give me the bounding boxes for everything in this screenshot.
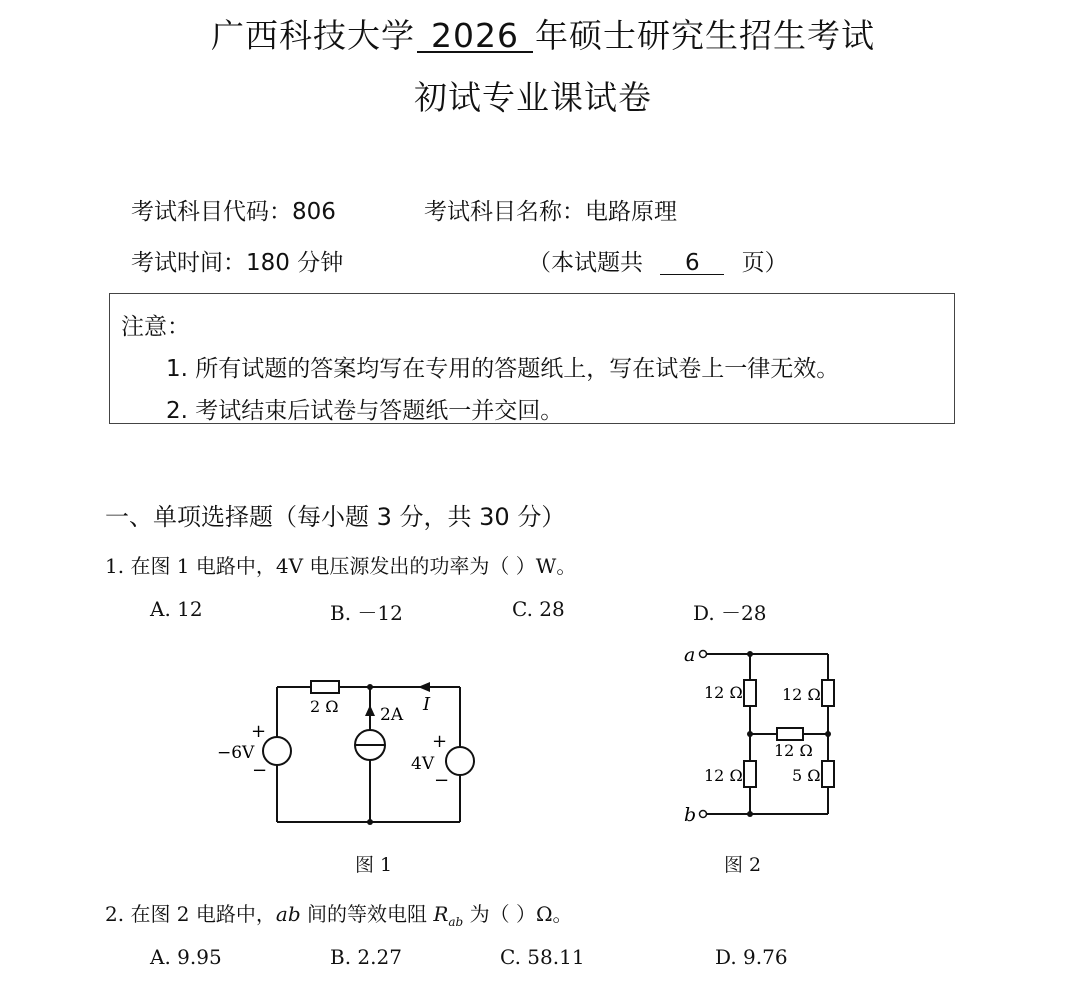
current-i-arrow [418, 682, 430, 692]
resistor-2-ohm [311, 681, 339, 693]
voltage-source-left [263, 737, 291, 765]
terminal-a-label: a [684, 644, 696, 666]
resistor-12-ohm [777, 728, 803, 740]
junction-dot [367, 819, 373, 825]
exam-duration-value: 180 分钟 [246, 250, 344, 276]
exam-year: 2026 [417, 21, 533, 53]
question-2-text [105, 898, 573, 930]
subject-code-value: 806 [292, 199, 336, 225]
resistor-12-ohm [744, 680, 756, 706]
current-i-label: I [423, 694, 431, 715]
figure-2-circuit [680, 640, 850, 830]
notice-title: 注意： [121, 314, 190, 340]
plus-sign: + [251, 721, 267, 742]
exam-duration [131, 244, 343, 277]
question-2-prefix: 2. 在图 2 电路中， [105, 902, 276, 926]
junction-dot [747, 651, 753, 657]
junction-dot [367, 684, 373, 690]
exam-subtitle: 初试专业课试卷 [414, 78, 652, 117]
figure-1-caption: 图 1 [355, 854, 393, 876]
subject-name-label: 考试科目名称： [424, 199, 585, 225]
plus-sign: + [432, 731, 448, 752]
page-count-prefix: （本试题共 [528, 250, 643, 276]
terminal-b-label: b [684, 804, 697, 826]
question-1-text: 1. 在图 1 电路中，4V 电压源发出的功率为（ ）W。 [105, 554, 577, 578]
terminal-b [700, 811, 707, 818]
option-c: C. 28 [512, 597, 565, 621]
question-2-middle: 间的等效电阻 [300, 902, 434, 926]
exam-title-suffix: 年硕士研究生招生考试 [534, 16, 875, 55]
junction-dot [747, 811, 753, 817]
section-heading: 一、单项选择题（每小题 3 分，共 30 分） [105, 503, 566, 531]
resistor-label: 12 Ω [782, 685, 821, 704]
resistor-5-ohm [822, 761, 834, 787]
exam-duration-label: 考试时间： [131, 250, 246, 276]
left-source-label: −6V [217, 743, 255, 763]
page-count [528, 244, 788, 277]
figure-1-circuit [200, 665, 500, 865]
resistor-label: 2 Ω [310, 697, 339, 716]
current-arrow-up [365, 705, 375, 716]
resistor-12-ohm [822, 680, 834, 706]
exam-title [211, 10, 875, 57]
subject-name-value: 电路原理 [585, 199, 677, 225]
junction-dot [825, 731, 831, 737]
option-c: C. 58.11 [500, 945, 585, 969]
resistor-label: 12 Ω [774, 741, 813, 760]
university-name: 广西科技大学 [211, 16, 415, 55]
option-d: D. －28 [693, 601, 767, 625]
figure-2-caption: 图 2 [724, 854, 762, 876]
subject-name [424, 193, 677, 226]
current-source-label: 2A [380, 705, 404, 725]
option-d: D. 9.76 [715, 945, 788, 969]
option-a: A. 9.95 [150, 945, 222, 969]
option-b: B. －12 [330, 601, 403, 625]
page-count-value: 6 [660, 252, 724, 275]
resistor-label: 12 Ω [704, 766, 743, 785]
voltage-source-right [446, 747, 474, 775]
question-2-suffix: 为（ ）Ω。 [463, 902, 573, 926]
right-source-label: 4V [411, 754, 435, 774]
page-count-suffix: 页） [741, 250, 788, 276]
minus-sign: − [252, 760, 268, 781]
question-2-r: R [433, 902, 449, 926]
question-2-r-subscript: ab [448, 915, 464, 929]
minus-sign: − [434, 770, 450, 791]
resistor-label: 5 Ω [792, 766, 821, 785]
subject-code-label: 考试科目代码： [131, 199, 292, 225]
resistor-12-ohm [744, 761, 756, 787]
option-b: B. 2.27 [330, 945, 402, 969]
notice-box [109, 293, 955, 424]
current-source [355, 730, 385, 760]
subject-code [131, 193, 336, 226]
notice-item: 2. 考试结束后试卷与答题纸一并交回。 [166, 398, 564, 424]
resistor-label: 12 Ω [704, 683, 743, 702]
notice-item: 1. 所有试题的答案均写在专用的答题纸上，写在试卷上一律无效。 [166, 356, 840, 382]
question-2-ab: ab [275, 902, 301, 926]
terminal-a [700, 651, 707, 658]
junction-dot [747, 731, 753, 737]
option-a: A. 12 [150, 597, 203, 621]
